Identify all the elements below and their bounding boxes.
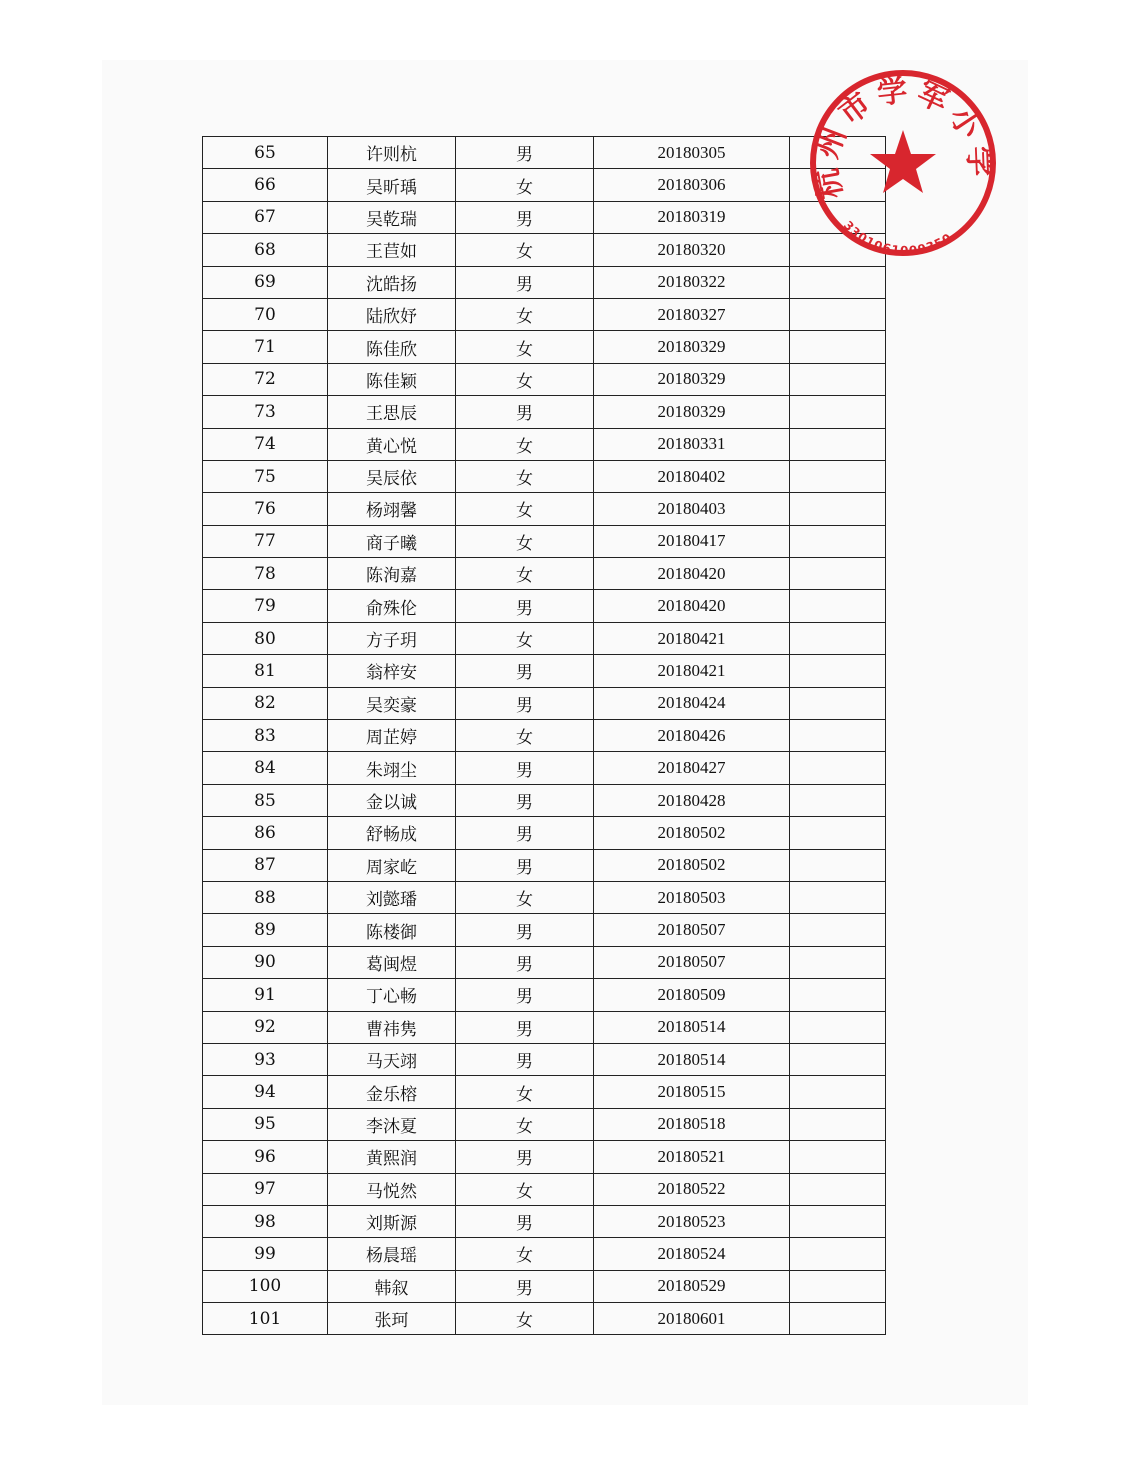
birth-date-cell: 20180305 (594, 137, 790, 169)
note-cell (790, 1205, 886, 1237)
gender-cell: 女 (456, 525, 594, 557)
table-row (203, 137, 886, 169)
note-cell (790, 493, 886, 525)
birth-date-cell: 20180420 (594, 590, 790, 622)
note-cell (790, 1076, 886, 1108)
table-row (203, 946, 886, 978)
gender-cell: 女 (456, 493, 594, 525)
table-row (203, 1238, 886, 1270)
student-name-cell: 陆欣妤 (328, 298, 456, 330)
table-row (203, 201, 886, 233)
student-name-cell: 沈皓扬 (328, 266, 456, 298)
row-number-cell: 98 (203, 1205, 328, 1237)
table-row (203, 590, 886, 622)
birth-date-cell: 20180426 (594, 720, 790, 752)
row-number-cell: 69 (203, 266, 328, 298)
row-number-cell: 94 (203, 1076, 328, 1108)
student-name-cell: 舒畅成 (328, 817, 456, 849)
birth-date-cell: 20180329 (594, 396, 790, 428)
student-name-cell: 刘斯源 (328, 1205, 456, 1237)
gender-cell: 女 (456, 234, 594, 266)
note-cell (790, 1141, 886, 1173)
row-number-cell: 86 (203, 817, 328, 849)
student-name-cell: 许则杭 (328, 137, 456, 169)
note-cell (790, 590, 886, 622)
birth-date-cell: 20180306 (594, 169, 790, 201)
note-cell (790, 784, 886, 816)
table-row (203, 363, 886, 395)
gender-cell: 女 (456, 1173, 594, 1205)
student-name-cell: 王思辰 (328, 396, 456, 428)
birth-date-cell: 20180329 (594, 331, 790, 363)
table-row (203, 622, 886, 654)
note-cell (790, 525, 886, 557)
gender-cell: 男 (456, 687, 594, 719)
row-number-cell: 79 (203, 590, 328, 622)
student-name-cell: 曹祎隽 (328, 1011, 456, 1043)
gender-cell: 女 (456, 881, 594, 913)
birth-date-cell: 20180427 (594, 752, 790, 784)
student-name-cell: 金以诚 (328, 784, 456, 816)
gender-cell: 男 (456, 849, 594, 881)
gender-cell: 男 (456, 979, 594, 1011)
student-name-cell: 陈佳颖 (328, 363, 456, 395)
birth-date-cell: 20180331 (594, 428, 790, 460)
student-name-cell: 杨翊馨 (328, 493, 456, 525)
note-cell (790, 428, 886, 460)
birth-date-cell: 20180514 (594, 1011, 790, 1043)
row-number-cell: 92 (203, 1011, 328, 1043)
birth-date-cell: 20180428 (594, 784, 790, 816)
table-row (203, 1108, 886, 1140)
table-row (203, 752, 886, 784)
table-row (203, 460, 886, 492)
student-name-cell: 吴奕豪 (328, 687, 456, 719)
gender-cell: 女 (456, 331, 594, 363)
student-name-cell: 王苣如 (328, 234, 456, 266)
birth-date-cell: 20180322 (594, 266, 790, 298)
note-cell (790, 460, 886, 492)
gender-cell: 女 (456, 1303, 594, 1335)
gender-cell: 男 (456, 655, 594, 687)
birth-date-cell: 20180403 (594, 493, 790, 525)
gender-cell: 女 (456, 720, 594, 752)
row-number-cell: 74 (203, 428, 328, 460)
note-cell (790, 817, 886, 849)
row-number-cell: 99 (203, 1238, 328, 1270)
row-number-cell: 88 (203, 881, 328, 913)
table-row (203, 493, 886, 525)
row-number-cell: 73 (203, 396, 328, 428)
gender-cell: 女 (456, 363, 594, 395)
student-name-cell: 陈楼御 (328, 914, 456, 946)
gender-cell: 男 (456, 1043, 594, 1075)
birth-date-cell: 20180523 (594, 1205, 790, 1237)
student-roster-table (202, 136, 886, 1335)
birth-date-cell: 20180518 (594, 1108, 790, 1140)
note-cell (790, 946, 886, 978)
note-cell (790, 881, 886, 913)
birth-date-cell: 20180601 (594, 1303, 790, 1335)
student-name-cell: 张珂 (328, 1303, 456, 1335)
gender-cell: 男 (456, 1011, 594, 1043)
birth-date-cell: 20180402 (594, 460, 790, 492)
student-name-cell: 方子玥 (328, 622, 456, 654)
row-number-cell: 84 (203, 752, 328, 784)
note-cell (790, 622, 886, 654)
birth-date-cell: 20180329 (594, 363, 790, 395)
gender-cell: 男 (456, 266, 594, 298)
student-name-cell: 陈佳欣 (328, 331, 456, 363)
row-number-cell: 89 (203, 914, 328, 946)
birth-date-cell: 20180507 (594, 914, 790, 946)
table-row (203, 720, 886, 752)
birth-date-cell: 20180507 (594, 946, 790, 978)
student-name-cell: 马悦然 (328, 1173, 456, 1205)
note-cell (790, 266, 886, 298)
gender-cell: 女 (456, 1108, 594, 1140)
birth-date-cell: 20180502 (594, 849, 790, 881)
table-row (203, 558, 886, 590)
student-name-cell: 翁梓安 (328, 655, 456, 687)
row-number-cell: 95 (203, 1108, 328, 1140)
note-cell (790, 752, 886, 784)
birth-date-cell: 20180319 (594, 201, 790, 233)
table-row (203, 1141, 886, 1173)
table-row (203, 1270, 886, 1302)
table-row (203, 331, 886, 363)
student-name-cell: 李沐夏 (328, 1108, 456, 1140)
table-row (203, 881, 886, 913)
gender-cell: 男 (456, 817, 594, 849)
student-name-cell: 朱翊尘 (328, 752, 456, 784)
table-row (203, 784, 886, 816)
gender-cell: 男 (456, 784, 594, 816)
student-name-cell: 刘懿璠 (328, 881, 456, 913)
birth-date-cell: 20180521 (594, 1141, 790, 1173)
star-icon (870, 130, 936, 193)
row-number-cell: 100 (203, 1270, 328, 1302)
note-cell (790, 1238, 886, 1270)
note-cell (790, 298, 886, 330)
birth-date-cell: 20180509 (594, 979, 790, 1011)
student-name-cell: 韩叙 (328, 1270, 456, 1302)
birth-date-cell: 20180514 (594, 1043, 790, 1075)
note-cell (790, 687, 886, 719)
birth-date-cell: 20180424 (594, 687, 790, 719)
student-name-cell: 商子曦 (328, 525, 456, 557)
gender-cell: 男 (456, 201, 594, 233)
table-row (203, 1205, 886, 1237)
row-number-cell: 82 (203, 687, 328, 719)
gender-cell: 女 (456, 460, 594, 492)
birth-date-cell: 20180529 (594, 1270, 790, 1302)
student-name-cell: 周家屹 (328, 849, 456, 881)
student-name-cell: 陈洵嘉 (328, 558, 456, 590)
row-number-cell: 101 (203, 1303, 328, 1335)
student-name-cell: 吴辰依 (328, 460, 456, 492)
seal-code-text: 3301061009350 (840, 218, 955, 258)
birth-date-cell: 20180522 (594, 1173, 790, 1205)
gender-cell: 男 (456, 1141, 594, 1173)
row-number-cell: 97 (203, 1173, 328, 1205)
gender-cell: 女 (456, 428, 594, 460)
birth-date-cell: 20180421 (594, 622, 790, 654)
note-cell (790, 558, 886, 590)
gender-cell: 女 (456, 298, 594, 330)
gender-cell: 男 (456, 1270, 594, 1302)
gender-cell: 女 (456, 558, 594, 590)
table-row (203, 1303, 886, 1335)
gender-cell: 男 (456, 946, 594, 978)
row-number-cell: 81 (203, 655, 328, 687)
row-number-cell: 70 (203, 298, 328, 330)
note-cell (790, 979, 886, 1011)
note-cell (790, 1173, 886, 1205)
student-name-cell: 俞殊伦 (328, 590, 456, 622)
row-number-cell: 80 (203, 622, 328, 654)
row-number-cell: 66 (203, 169, 328, 201)
table-row (203, 396, 886, 428)
birth-date-cell: 20180327 (594, 298, 790, 330)
table-row (203, 169, 886, 201)
note-cell (790, 1043, 886, 1075)
table-row (203, 1173, 886, 1205)
table-row (203, 655, 886, 687)
gender-cell: 男 (456, 914, 594, 946)
roster-body (203, 137, 886, 1335)
seal-name-text: 杭州市学军小学 (808, 72, 998, 202)
student-name-cell: 葛闽煜 (328, 946, 456, 978)
row-number-cell: 77 (203, 525, 328, 557)
table-row (203, 234, 886, 266)
table-row (203, 525, 886, 557)
birth-date-cell: 20180503 (594, 881, 790, 913)
table-row (203, 687, 886, 719)
table-row (203, 1011, 886, 1043)
row-number-cell: 68 (203, 234, 328, 266)
gender-cell: 女 (456, 622, 594, 654)
note-cell (790, 655, 886, 687)
gender-cell: 男 (456, 752, 594, 784)
row-number-cell: 71 (203, 331, 328, 363)
row-number-cell: 72 (203, 363, 328, 395)
note-cell (790, 914, 886, 946)
birth-date-cell: 20180320 (594, 234, 790, 266)
student-name-cell: 丁心畅 (328, 979, 456, 1011)
table-row (203, 817, 886, 849)
student-name-cell: 杨晨瑶 (328, 1238, 456, 1270)
table-row (203, 266, 886, 298)
gender-cell: 男 (456, 137, 594, 169)
birth-date-cell: 20180515 (594, 1076, 790, 1108)
row-number-cell: 93 (203, 1043, 328, 1075)
note-cell (790, 849, 886, 881)
student-name-cell: 马天翊 (328, 1043, 456, 1075)
row-number-cell: 65 (203, 137, 328, 169)
table-row (203, 1043, 886, 1075)
gender-cell: 女 (456, 1238, 594, 1270)
table-row (203, 979, 886, 1011)
student-name-cell: 金乐榕 (328, 1076, 456, 1108)
row-number-cell: 96 (203, 1141, 328, 1173)
student-name-cell: 黄熙润 (328, 1141, 456, 1173)
row-number-cell: 91 (203, 979, 328, 1011)
note-cell (790, 1108, 886, 1140)
table-row (203, 849, 886, 881)
note-cell (790, 720, 886, 752)
seal-code (841, 218, 955, 258)
birth-date-cell: 20180524 (594, 1238, 790, 1270)
gender-cell: 女 (456, 1076, 594, 1108)
row-number-cell: 87 (203, 849, 328, 881)
note-cell (790, 1270, 886, 1302)
row-number-cell: 75 (203, 460, 328, 492)
student-name-cell: 周芷婷 (328, 720, 456, 752)
row-number-cell: 78 (203, 558, 328, 590)
birth-date-cell: 20180417 (594, 525, 790, 557)
student-name-cell: 吴乾瑞 (328, 201, 456, 233)
gender-cell: 男 (456, 590, 594, 622)
school-seal (808, 68, 998, 258)
note-cell (790, 331, 886, 363)
birth-date-cell: 20180420 (594, 558, 790, 590)
row-number-cell: 83 (203, 720, 328, 752)
table-row (203, 1076, 886, 1108)
row-number-cell: 67 (203, 201, 328, 233)
gender-cell: 男 (456, 1205, 594, 1237)
note-cell (790, 1303, 886, 1335)
row-number-cell: 76 (203, 493, 328, 525)
gender-cell: 女 (456, 169, 594, 201)
note-cell (790, 363, 886, 395)
table-row (203, 914, 886, 946)
row-number-cell: 85 (203, 784, 328, 816)
birth-date-cell: 20180421 (594, 655, 790, 687)
gender-cell: 男 (456, 396, 594, 428)
student-name-cell: 黄心悦 (328, 428, 456, 460)
table-row (203, 428, 886, 460)
birth-date-cell: 20180502 (594, 817, 790, 849)
row-number-cell: 90 (203, 946, 328, 978)
table-row (203, 298, 886, 330)
note-cell (790, 1011, 886, 1043)
student-name-cell: 吴昕瑀 (328, 169, 456, 201)
note-cell (790, 396, 886, 428)
